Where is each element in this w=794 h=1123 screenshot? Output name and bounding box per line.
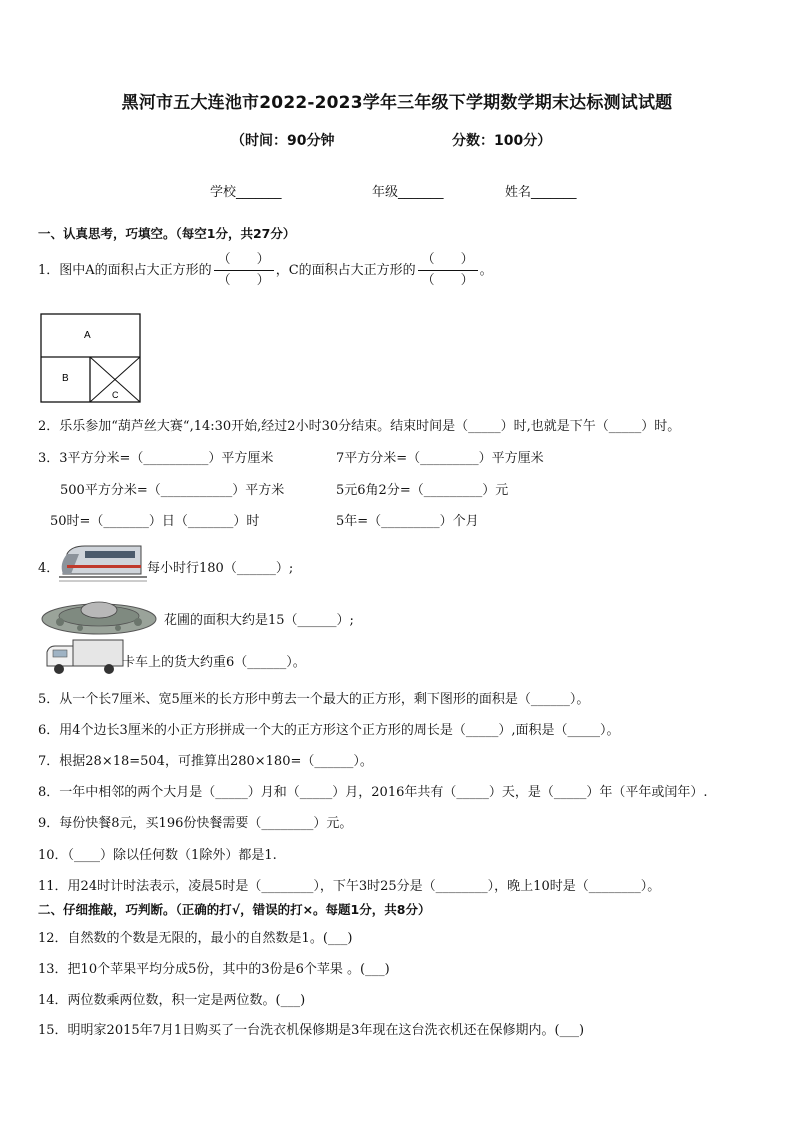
fraction-a-numerator: （ ） [217, 252, 270, 267]
page-title: 黑河市五大连池市2022-2023学年三年级下学期数学期末达标测试试题 [121, 93, 673, 113]
flower-bed-icon [40, 594, 158, 636]
train-icon [57, 540, 149, 584]
q1-suffix: 。 [479, 263, 493, 278]
fraction-c-numerator: （ ） [421, 252, 474, 267]
question-8: 8．一年中相邻的两个大月是（_____）月和（_____）月，2016年共有（_____）天，是（_____）年（平年或闰年）. [38, 785, 708, 800]
truck-icon [43, 638, 125, 676]
question-4-number: 4． [38, 561, 60, 576]
question-10: 10．（____）除以任何数（1除外）都是1. [38, 848, 277, 863]
fraction-c [418, 251, 478, 290]
name-field: 姓名_______ [505, 185, 577, 200]
label-c: C [112, 390, 119, 400]
fraction-a-denominator: （ ） [217, 273, 270, 288]
section-2-heading: 二、仔细推敲，巧判断。（正确的打√，错误的打×。每题1分，共8分） [38, 902, 431, 917]
question-4-train-text: 每小时行180（______）; [147, 561, 294, 576]
question-3-row2-left: 500平方分米=（___________）平方米 [60, 483, 285, 498]
question-14: 14．两位数乘两位数，积一定是两位数。(___) [38, 993, 306, 1008]
q1-mid: ，C的面积占大正方形的 [275, 263, 416, 278]
question-3-row1-right: 7平方分米=（_________）平方厘米 [336, 451, 544, 466]
question-13: 13．把10个苹果平均分成5份，其中的3份是6个苹果 。(___) [38, 962, 390, 977]
question-2: 2．乐乐参加“葫芦丝大赛“,14:30开始,经过2小时30分结束。结束时间是（_____）时,也就是下午（_____）时。 [38, 419, 681, 434]
label-b: B [62, 373, 69, 384]
section-1-heading: 一、认真思考，巧填空。（每空1分，共27分） [38, 226, 296, 241]
question-3-row1-left: 3．3平方分米=（__________）平方厘米 [38, 451, 274, 466]
grade-field: 年级_______ [372, 185, 444, 200]
question-4-flowerbed-text: 花圃的面积大约是15（______）; [164, 613, 354, 628]
question-6: 6．用4个边长3厘米的小正方形拼成一个大的正方形这个正方形的周长是（_____）,面积是（_____）。 [38, 723, 620, 738]
question-5: 5．从一个长7厘米、宽5厘米的长方形中剪去一个最大的正方形，剩下图形的面积是（______）。 [38, 692, 590, 707]
question-12: 12．自然数的个数是无限的，最小的自然数是1。(___) [38, 931, 353, 946]
label-a: A [84, 330, 91, 341]
question-7: 7．根据28×18=504，可推算出280×180=（______）。 [38, 754, 373, 769]
square-diagram [40, 313, 142, 405]
question-3-row2-right: 5元6角2分=（_________）元 [336, 483, 509, 498]
question-3-row3-right: 5年=（_________）个月 [336, 514, 479, 529]
exam-time: （时间：90分钟 [231, 133, 335, 149]
fraction-c-denominator: （ ） [421, 273, 474, 288]
question-1 [38, 251, 493, 290]
exam-score: 分数：100分） [452, 133, 552, 149]
question-15: 15．明明家2015年7月1日购买了一台洗衣机保修期是3年现在这台洗衣机还在保修期内。(___) [38, 1023, 585, 1038]
fraction-a [214, 251, 274, 290]
question-3-row3-left: 50时=（_______）日（_______）时 [50, 514, 260, 529]
question-4-truck-text: 卡车上的货大约重6（______）。 [122, 655, 306, 670]
school-field: 学校_______ [210, 185, 282, 200]
q1-prefix: 1．图中A的面积占大正方形的 [38, 263, 212, 278]
question-9: 9．每份快餐8元，买196份快餐需要（________）元。 [38, 816, 353, 831]
question-11: 11．用24时计时法表示，凌晨5时是（________），下午3时25分是（________），晚上10时是（________）。 [38, 879, 661, 894]
